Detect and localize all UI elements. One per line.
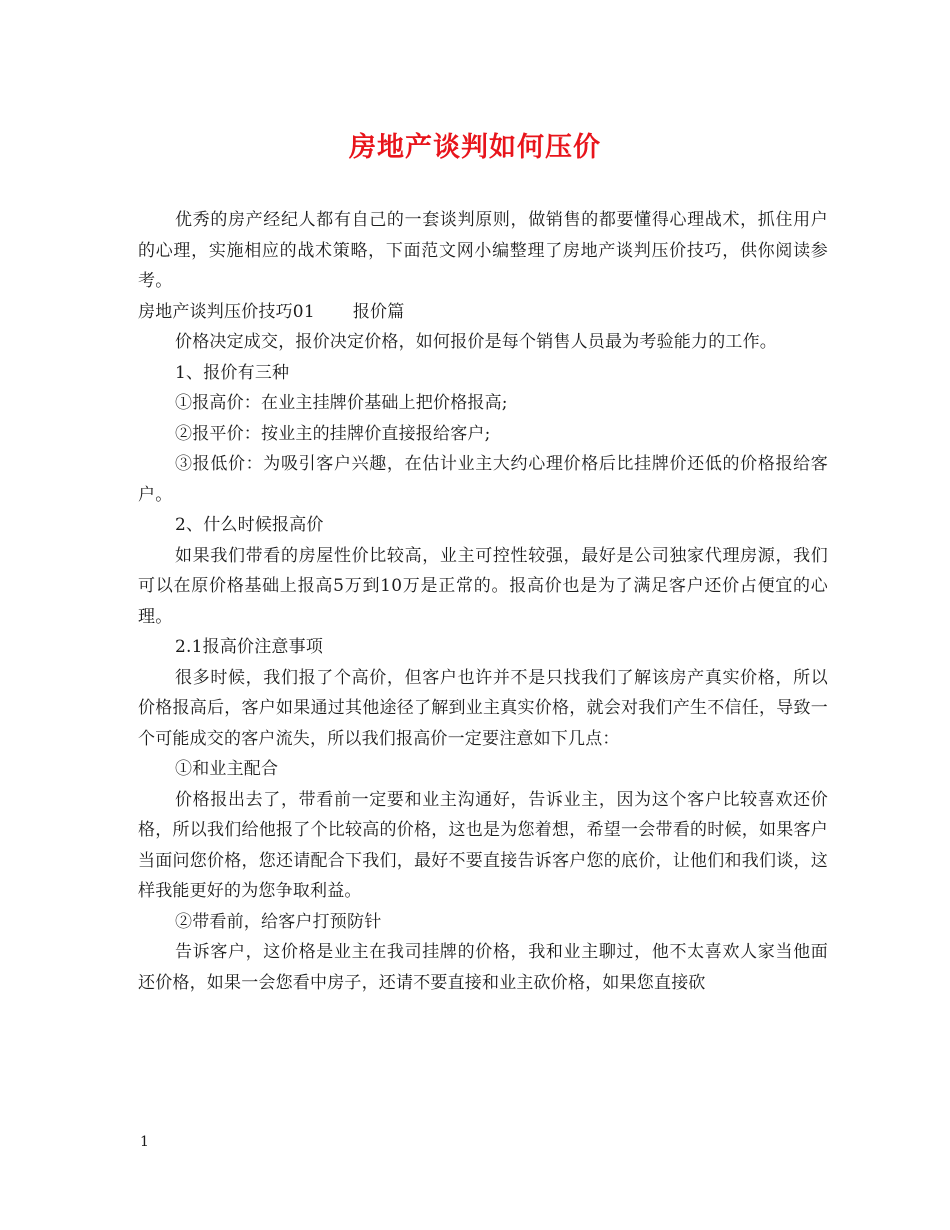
list-heading: 1、报价有三种 — [175, 362, 290, 383]
paragraph: 优秀的房产经纪人都有自己的一套谈判原则，做销售的都要懂得心理战术，抓住用户的心理，实施相应的战术策略，下面范文网小编整理了房地产谈判压价技巧，供你阅读参考。 — [138, 210, 828, 291]
page-number: 1 — [140, 1134, 149, 1150]
list-item: ③报低价：为吸引客户兴趣，在估计业主大约心理价格后比挂牌价还低的价格报给客户。 — [138, 454, 828, 505]
section-heading-subtitle: 报价篇 — [352, 301, 405, 322]
section-heading-title: 房地产谈判压价技巧01 — [138, 301, 315, 322]
paragraph: 如果我们带看的房屋性价比较高，业主可控性较强，最好是公司独家代理房源，我们可以在原价格基础上报高5万到10万是正常的。报高价也是为了满足客户还价占便宜的心理。 — [138, 545, 828, 627]
paragraph: 价格报出去了，带看前一定要和业主沟通好，告诉业主，因为这个客户比较喜欢还价格，所以我们给他报了个比较高的价格，这也是为您着想，希望一会带看的时候，如果客户当面问您价格，您还请配合下我们，最好不要直接告诉客户您的底价，让他们和我们谈，这样我能更好的为您争取利益。 — [138, 789, 828, 901]
list-item: ①报高价：在业主挂牌价基础上把价格报高; — [175, 393, 508, 413]
paragraph: 很多时候，我们报了个高价，但客户也许并不是只找我们了解该房产真实价格，所以价格报高后，客户如果通过其他途径了解到业主真实价格，就会对我们产生不信任，导致一个可能成交的客户流失，所以我们报高价一定要注意如下几点： — [138, 667, 828, 749]
list-item: ②报平价：按业主的挂牌价直接报给客户; — [175, 423, 491, 444]
document-body — [138, 205, 828, 998]
list-heading: 2、什么时候报高价 — [175, 515, 324, 535]
document-title: 房地产谈判如何压价 — [349, 132, 601, 163]
list-item: ①和业主配合 — [175, 759, 279, 779]
subsection-heading: 2.1报高价注意事项 — [175, 637, 324, 657]
paragraph: 价格决定成交，报价决定价格，如何报价是每个销售人员最为考验能力的工作。 — [175, 332, 777, 352]
section-heading — [138, 297, 828, 328]
paragraph: 告诉客户，这价格是业主在我司挂牌的价格，我和业主聊过，他不太喜欢人家当他面还价格，如果一会您看中房子，还请不要直接和业主砍价格，如果您直接砍 — [138, 942, 828, 993]
list-item: ②带看前，给客户打预防针 — [175, 911, 382, 932]
